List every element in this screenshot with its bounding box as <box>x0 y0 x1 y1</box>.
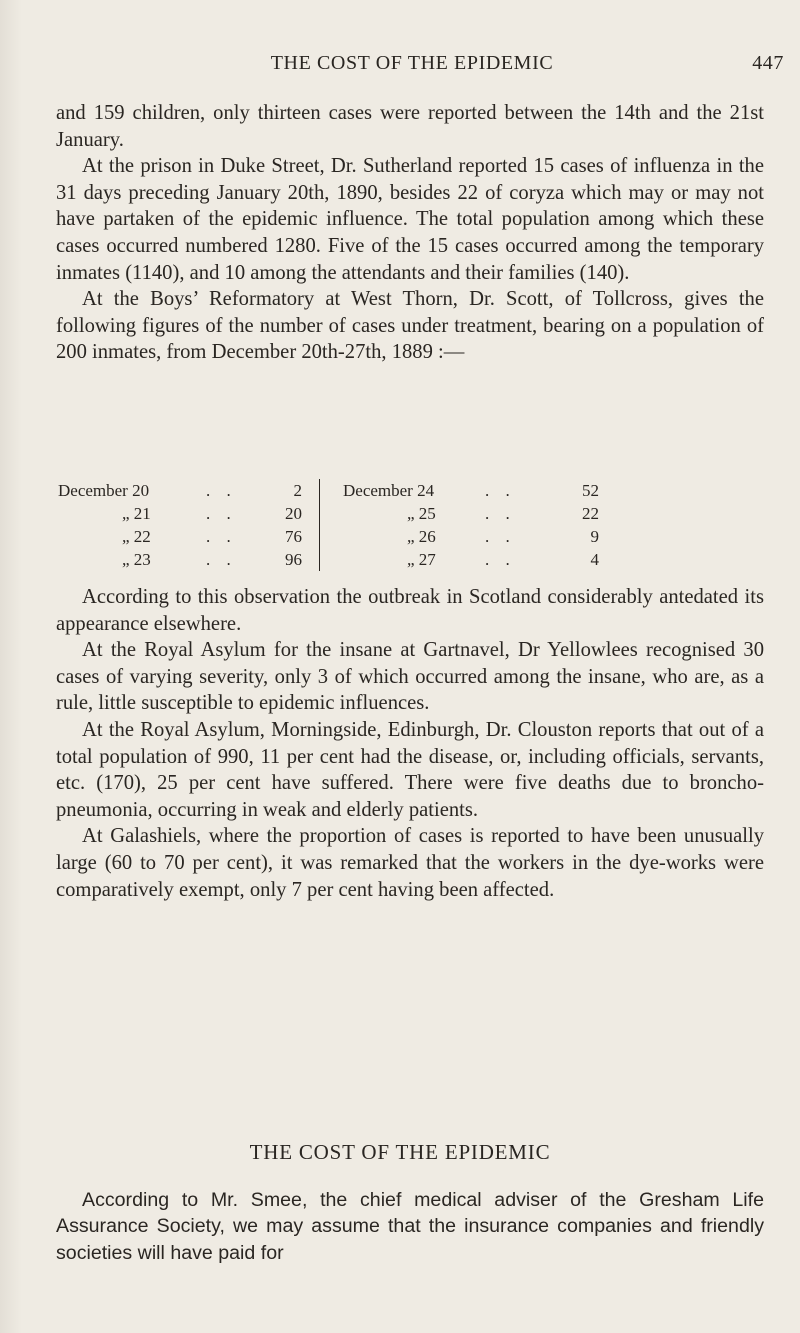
row-value: 96 <box>285 550 302 569</box>
leader-dots: . . <box>485 527 516 546</box>
paragraph: At the prison in Duke Street, Dr. Sutherland reported 15 cases of influenza in the 31 days preceding January 20th, 1890, besides 22 of coryza which may or may not have partaken of the epidemic influence. The total population among which these cases occurred numbered 1280. Five of the 15 cases occurred among the temporary inmates (1140), and 10 among the attendants and their families (140). <box>56 155 764 284</box>
row-date: „ 21 <box>122 504 151 523</box>
page-number: 447 <box>752 52 784 74</box>
paragraph: and 159 children, only thirteen cases were reported between the 14th and the 21st January. <box>56 102 764 151</box>
leader-dots: . . <box>485 481 516 500</box>
table-column-right <box>343 479 599 571</box>
row-date: „ 27 <box>407 550 436 569</box>
leader-dots: . . <box>206 481 237 500</box>
table-row <box>58 525 302 548</box>
row-date: „ 25 <box>407 504 436 523</box>
row-value: 52 <box>582 481 599 500</box>
row-value: 9 <box>590 527 599 546</box>
leader-dots: . . <box>206 550 237 569</box>
body-text-continued <box>56 584 764 903</box>
row-date: „ 22 <box>122 527 151 546</box>
paragraph: At the Royal Asylum for the insane at Gartnavel, Dr Yellowlees recognised 30 cases of varying severity, only 3 of which occurred among the insane, who are, as a rule, little susceptible to epidemic influences. <box>56 639 764 715</box>
table-row <box>343 502 599 525</box>
table-column-left <box>58 479 302 571</box>
leader-dots: . . <box>485 504 516 523</box>
paragraph: According to Mr. Smee, the chief medical adviser of the Gresham Life Assurance Society, we may assume that the insurance companies and friendly societies will have paid for <box>56 1189 764 1264</box>
paragraph: At Galashiels, where the proportion of cases is reported to have been unusually large (60 to 70 per cent), it was remarked that the workers in the dye-works were comparatively exempt, only 7 per cent having been affected. <box>56 825 764 901</box>
running-head <box>40 52 784 76</box>
paragraph: At the Boys’ Reformatory at West Thorn, Dr. Scott, of Tollcross, gives the following figures of the number of cases under treatment, bearing on a population of 200 inmates, from December 20th-27th, 1889 :— <box>56 288 764 364</box>
leader-dots: . . <box>206 527 237 546</box>
row-value: 76 <box>285 527 302 546</box>
row-value: 20 <box>285 504 302 523</box>
column-divider <box>319 479 320 571</box>
leader-dots: . . <box>485 550 516 569</box>
table-row <box>343 548 599 571</box>
row-date: December 20 <box>58 481 150 500</box>
section-heading: THE COST OF THE EPIDEMIC <box>249 1140 551 1164</box>
running-head-title: THE COST OF THE EPIDEMIC <box>270 52 554 74</box>
table-row <box>58 479 302 502</box>
row-date: „ 23 <box>122 550 151 569</box>
paragraph: At the Royal Asylum, Morningside, Edinburgh, Dr. Clouston reports that out of a total population of 990, 11 per cent had the disease, or, including officials, servants, etc. (170), 25 per cent have suffered. There were five deaths due to broncho-pneumonia, occurring in weak and elderly patients. <box>56 718 764 821</box>
paragraph: According to this observation the outbreak in Scotland considerably antedated its appearance elsewhere. <box>56 586 764 635</box>
row-value: 2 <box>293 481 302 500</box>
table-row <box>343 479 599 502</box>
table-row <box>58 548 302 571</box>
table-row <box>343 525 599 548</box>
row-date: December 24 <box>343 481 435 500</box>
body-text <box>56 100 764 366</box>
section-body <box>56 1187 764 1266</box>
leader-dots: . . <box>206 504 237 523</box>
row-value: 22 <box>582 504 599 523</box>
row-date: „ 26 <box>407 527 436 546</box>
row-value: 4 <box>590 550 599 569</box>
table-row <box>58 502 302 525</box>
